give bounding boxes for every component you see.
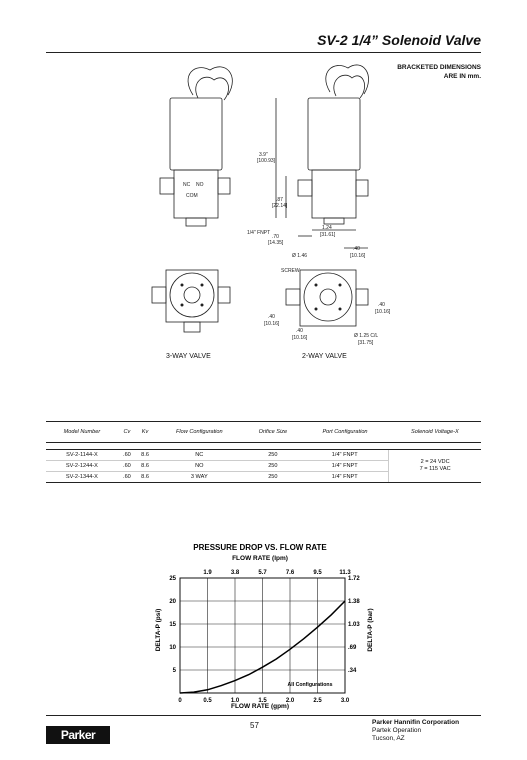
dia-125-mm-text: [31.75] (358, 340, 374, 346)
x-tick-label: 2.0 (285, 698, 295, 704)
division-name: Partek Operation (372, 727, 422, 734)
screw-text: SCREW (281, 268, 300, 274)
dim-40d-text: .40 (296, 328, 303, 334)
three-way-wire-loop-2 (196, 77, 229, 100)
cell-model: SV-2-1344-X (46, 472, 118, 483)
right-axis-label: DELTA-P (bar) (367, 608, 374, 652)
fnpt-text: 1/4" FNPT (247, 230, 271, 236)
header-port-configuration: Port Configuration (301, 422, 388, 443)
three-way-bottom-circle (170, 273, 214, 317)
table-spacer-row (46, 443, 481, 450)
y-tick-label: 10 (169, 645, 176, 651)
two-way-wire-loop-2 (334, 75, 365, 98)
dim-40c-mm-text: [10.16] (264, 321, 280, 327)
two-way-wire-loop (326, 65, 369, 94)
dim-40a-text: .40 (353, 246, 360, 252)
two-way-bottom-port-right (356, 289, 368, 305)
three-way-bottom-port-left (152, 287, 166, 303)
cell-model: SV-2-1244-X (46, 461, 118, 472)
x-tick-label: 0.5 (203, 698, 212, 704)
x-tick-label: 1.0 (230, 698, 240, 704)
table-header-row (46, 422, 481, 443)
right-tick-label: .69 (348, 645, 357, 651)
cell-flow: 3 WAY (154, 472, 244, 483)
two-way-bottom-circle (304, 273, 352, 321)
cell-orifice: 250 (244, 472, 301, 483)
three-way-wire-loop (188, 67, 232, 95)
cell-voltage (389, 450, 481, 483)
right-tick-label: 1.03 (348, 622, 360, 628)
cell-orifice: 250 (244, 461, 301, 472)
right-tick-label: 1.38 (348, 599, 360, 605)
cell-port: 1/4" FNPT (301, 472, 388, 483)
dim-124-text: 1.24 (322, 225, 332, 231)
three-way-port-left (160, 178, 174, 194)
dim-height-text: 3.9" (259, 152, 268, 158)
x-axis-label: FLOW RATE (gpm) (230, 703, 290, 710)
two-way-bottom-square (300, 270, 356, 326)
three-way-bottom-port-bottom (184, 322, 200, 332)
top-tick-label: 1.9 (203, 570, 212, 576)
two-way-coil (308, 98, 360, 170)
cell-port: 1/4" FNPT (301, 461, 388, 472)
voltage-option-115vac: 7 = 115 VAC (419, 466, 451, 472)
page-title: SV-2 1/4” Solenoid Valve (317, 32, 481, 48)
dim-87-text: .87 (276, 197, 283, 203)
x-tick-label: 0 (178, 698, 182, 704)
cell-kv: 8.6 (136, 472, 154, 483)
chart-grid (180, 578, 345, 693)
three-way-coil (170, 98, 222, 170)
top-tick-label: 11.3 (339, 570, 351, 576)
dim-70-text: .70 (272, 234, 279, 240)
y-axis-label: DELTA-P (psi) (155, 608, 162, 652)
dim-40d-mm-text: [10.16] (292, 335, 308, 341)
x-tick-label: 2.5 (313, 698, 322, 704)
three-way-bottom-port-right (218, 287, 230, 303)
cell-kv: 8.6 (136, 450, 154, 461)
top-tick-label: 9.5 (313, 570, 322, 576)
top-axis-label: FLOW RATE (lpm) (232, 555, 288, 562)
three-way-port-right (218, 178, 230, 194)
three-way-valve-label: 3-WAY VALVE (166, 353, 211, 360)
port-no-label: NO (196, 182, 204, 188)
cell-kv: 8.6 (136, 461, 154, 472)
port-nc-label: NC (183, 182, 191, 188)
two-way-bottom-hub (320, 289, 336, 305)
footer-rule (46, 715, 481, 716)
dimension-note-line1: BRACKETED DIMENSIONS (397, 64, 481, 71)
two-way-valve-label: 2-WAY VALVE (302, 353, 347, 360)
dim-40a-mm-text: [10.16] (350, 253, 366, 259)
cell-flow: NC (154, 450, 244, 461)
x-tick-label: 1.5 (258, 698, 267, 704)
top-tick-label: 3.8 (230, 570, 240, 576)
y-tick-label: 15 (169, 622, 176, 628)
top-tick-label: 7.6 (285, 570, 295, 576)
dim-70-mm-text: [14.35] (268, 240, 284, 246)
cell-cv: .60 (118, 461, 136, 472)
right-tick-label: .34 (348, 668, 357, 674)
cell-cv: .60 (118, 472, 136, 483)
dia-125-text: Ø 1.25 C/L (354, 333, 379, 339)
y-tick-label: 5 (172, 668, 176, 674)
two-way-port-right (356, 180, 368, 196)
two-way-port-bottom (324, 218, 344, 224)
header-solenoid-voltage: Solenoid Voltage-X (389, 422, 481, 443)
header-cv: Cv (118, 422, 136, 443)
x-tick-label: 3.0 (340, 698, 350, 704)
cell-model: SV-2-1144-X (46, 450, 118, 461)
chart-title: PRESSURE DROP VS. FLOW RATE (193, 543, 327, 552)
two-way-port-left (298, 180, 312, 196)
company-name: Parker Hannifin Corporation (372, 719, 460, 726)
y-tick-label: 25 (169, 576, 176, 582)
dim-40b-text: .40 (378, 302, 385, 308)
chart-annotation: All Configurations (287, 682, 333, 688)
dimension-note-line2: ARE IN mm. (443, 73, 481, 80)
dim-87-mm-text: [22.14] (272, 203, 288, 209)
cell-orifice: 250 (244, 450, 301, 461)
model-spec-table (46, 421, 481, 483)
pressure-drop-chart (140, 538, 390, 713)
dim-height-mm-text: [100.93] (257, 158, 276, 164)
y-tick-label: 20 (169, 599, 176, 605)
parker-logo: Parker (46, 726, 110, 744)
dim-40c-text: .40 (268, 314, 275, 320)
header-flow-configuration: Flow Configuration (154, 422, 244, 443)
header-orifice-size: Orifice Size (244, 422, 301, 443)
dim-124-mm-text: [31.61] (320, 232, 336, 238)
page-number: 57 (250, 721, 259, 730)
dim-40b-mm-text: [10.16] (375, 309, 391, 315)
port-com-label: COM (186, 193, 198, 199)
cell-cv: .60 (118, 450, 136, 461)
header-kv: Kv (136, 422, 154, 443)
three-way-bottom-hub (184, 287, 200, 303)
header-model-number: Model Number (46, 422, 118, 443)
company-block (372, 719, 459, 743)
two-way-body (312, 170, 356, 218)
dia-146-text: Ø 1.46 (292, 253, 308, 259)
cell-port: 1/4" FNPT (301, 450, 388, 461)
three-way-bottom-square (166, 270, 218, 322)
company-location: Tucson, AZ (372, 735, 405, 742)
cell-flow: NO (154, 461, 244, 472)
voltage-option-24vdc: 2 = 24 VDC (420, 459, 450, 465)
three-way-port-bottom (186, 218, 206, 226)
top-tick-label: 5.7 (258, 570, 267, 576)
right-tick-label: 1.72 (348, 576, 360, 582)
two-way-bottom-port-left (286, 289, 300, 305)
table-row (46, 450, 481, 461)
